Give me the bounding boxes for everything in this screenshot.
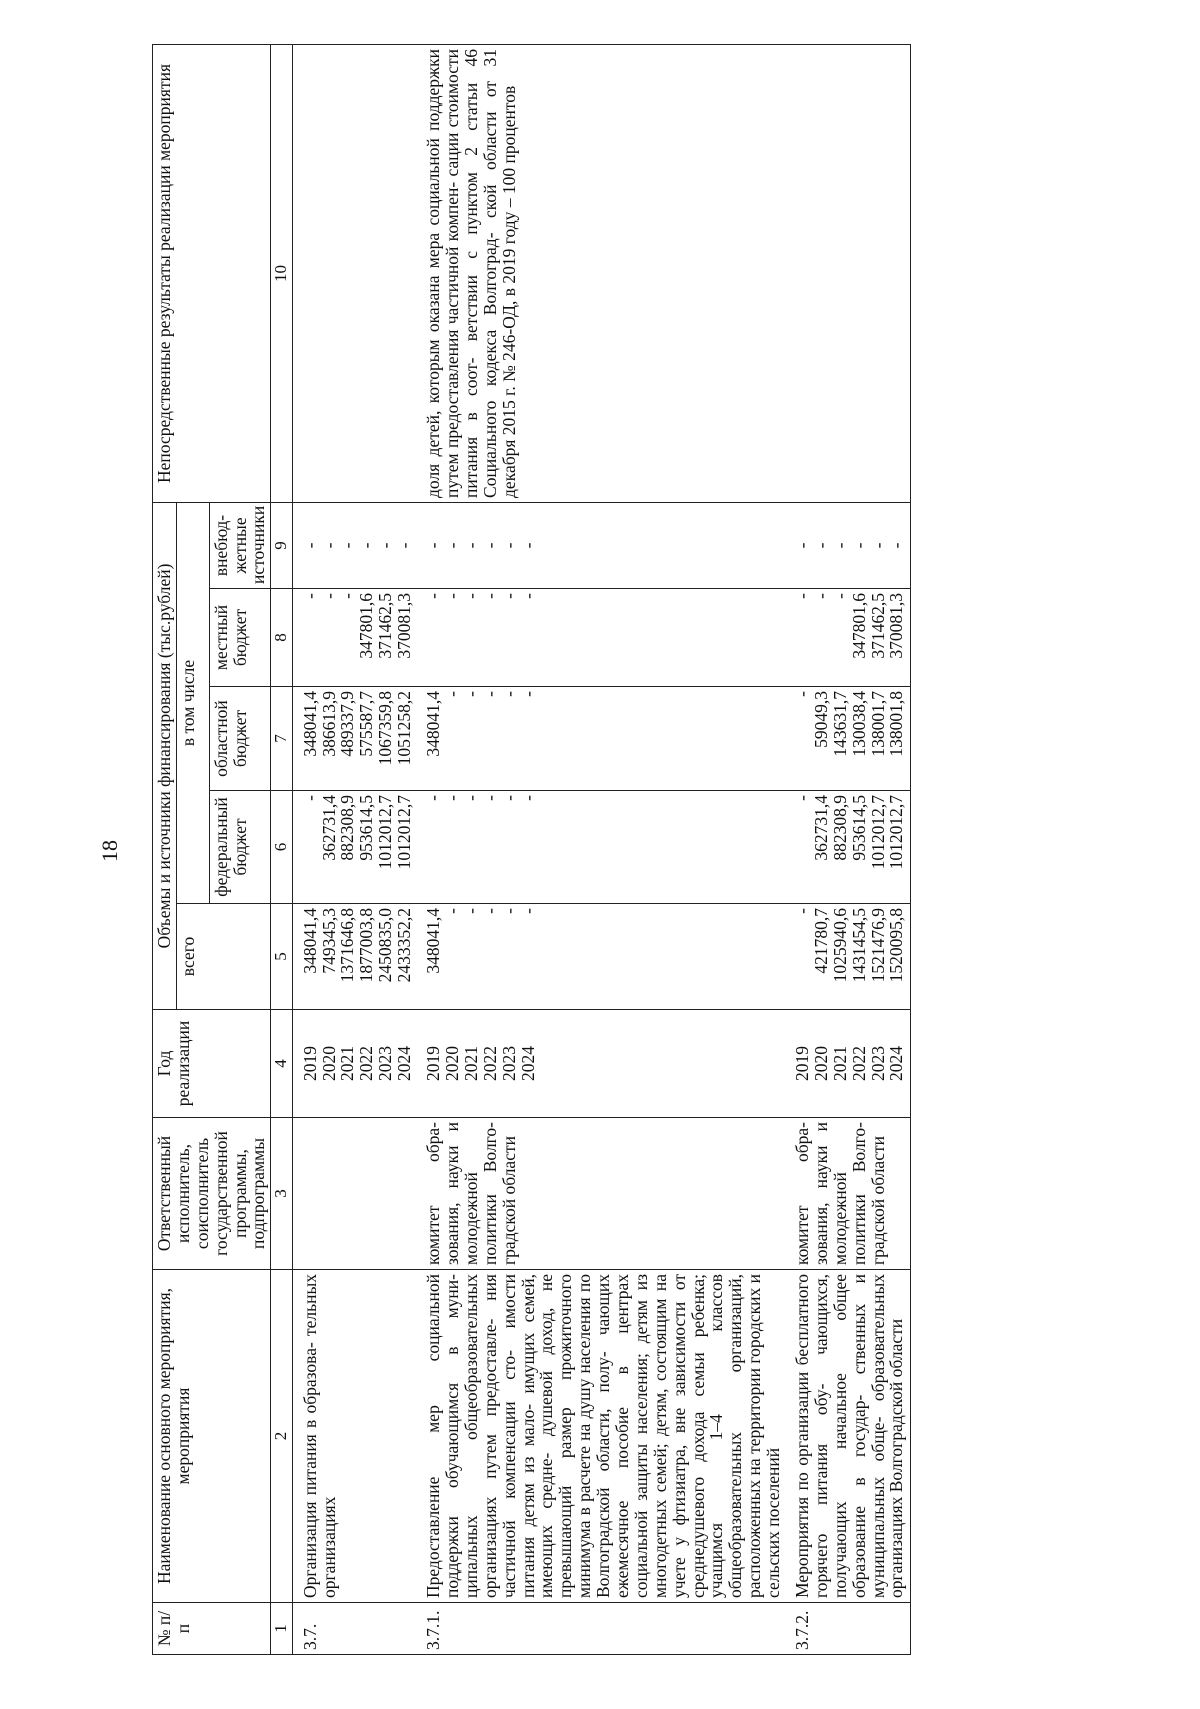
row-federal-value: 953614,5 — [356, 795, 377, 861]
row-years-value: 2023 — [867, 1046, 888, 1081]
row-years-value: 2019 — [299, 1046, 320, 1081]
row-extra-value: - — [848, 542, 869, 549]
row-regional-value: 59049,3 — [810, 691, 831, 748]
row-regional-value: 138001,8 — [886, 691, 907, 757]
row-local — [785, 589, 911, 687]
row-years-value: 2019 — [423, 1046, 444, 1081]
row-local-value: 347801,6 — [356, 593, 377, 659]
row-local-value: 371462,5 — [375, 593, 396, 659]
row-federal-value: - — [299, 795, 320, 801]
colnum: 8 — [271, 589, 292, 687]
row-years-value: 2024 — [394, 1046, 415, 1081]
row-federal-value: - — [423, 795, 444, 801]
row-extra-value: - — [886, 542, 907, 549]
row-local — [416, 589, 785, 687]
row-regional-value: - — [479, 691, 500, 697]
row-years-value: 2023 — [375, 1046, 396, 1081]
header-result: Непосредственные результаты реализации мероприятия — [153, 44, 271, 502]
row-extra-value: - — [829, 542, 850, 549]
header-federal: федеральный бюджет — [209, 791, 271, 904]
row-years-value: 2021 — [337, 1046, 358, 1081]
colnum: 9 — [271, 502, 292, 588]
colnum: 3 — [271, 1118, 292, 1270]
row-regional-value: - — [791, 691, 812, 697]
row-total-value: 2450835,0 — [375, 908, 396, 983]
header-volumes: Объемы и источники финансирования (тыс.рублей) — [153, 502, 177, 1009]
row-federal-value: 362731,4 — [810, 795, 831, 861]
row-total-value: 1520095,8 — [886, 908, 907, 983]
row-years — [292, 1010, 416, 1118]
row-total-value: - — [460, 908, 481, 914]
header-incl: в том числе — [176, 502, 209, 903]
row-extra-value: - — [460, 542, 481, 549]
row-extra — [292, 502, 416, 588]
row-local-value: 347801,6 — [848, 593, 869, 659]
row-federal-value: - — [479, 795, 500, 801]
colnum: 2 — [271, 1270, 292, 1603]
row-years-value: 2020 — [441, 1046, 462, 1081]
header-total: всего — [176, 904, 270, 1010]
colnum: 6 — [271, 791, 292, 904]
row-regional-value: 348041,4 — [423, 691, 444, 757]
row-total — [416, 904, 785, 1010]
row-extra-value: - — [318, 542, 339, 549]
row-local — [292, 589, 416, 687]
row-local-value: - — [441, 593, 462, 599]
row-total-value: 1431454,5 — [848, 908, 869, 983]
row-regional-value: 348041,4 — [299, 691, 320, 757]
landscape-page — [152, 45, 1032, 1655]
row-federal-value: 953614,5 — [848, 795, 869, 861]
row-federal-value: 1012012,7 — [886, 795, 907, 870]
row-federal-value: 882308,9 — [337, 795, 358, 861]
row-years — [785, 1010, 911, 1118]
header-extra: внебюд- жетные источники — [209, 502, 271, 588]
header-name: Наименование основного мероприятия, мероприятия — [153, 1270, 271, 1603]
row-local-value: 370081,3 — [394, 593, 415, 659]
row-extra-value: - — [479, 542, 500, 549]
colnum: 5 — [271, 904, 292, 1010]
row-extra-value: - — [791, 542, 812, 549]
row-years-value: 2022 — [356, 1046, 377, 1081]
row-years-value: 2024 — [886, 1046, 907, 1081]
row-federal — [416, 791, 785, 904]
colnum: 4 — [271, 1010, 292, 1118]
row-regional-value: - — [498, 691, 519, 697]
colnum: 7 — [271, 687, 292, 791]
row-regional — [785, 687, 911, 791]
row-local-value: - — [791, 593, 812, 599]
row-executor — [292, 1118, 416, 1270]
row-federal — [785, 791, 911, 904]
row-extra-value: - — [375, 542, 396, 549]
row-total-value: 1025940,6 — [829, 908, 850, 983]
row-regional-value: - — [460, 691, 481, 697]
row-extra-value: - — [517, 542, 538, 549]
program-table — [152, 44, 911, 1655]
row-federal-value: 1012012,7 — [867, 795, 888, 870]
row-extra-value: - — [498, 542, 519, 549]
row-regional-value: 143631,7 — [829, 691, 850, 757]
row-extra — [785, 502, 911, 588]
row-local-value: 371462,5 — [867, 593, 888, 659]
row-number: 3.7.1. — [416, 1603, 785, 1655]
row-total-value: 1521476,9 — [867, 908, 888, 983]
header-executor: Ответственный исполнитель, соисполнитель государственной программы, подпрограммы — [153, 1118, 271, 1270]
header-local: местный бюджет — [209, 589, 271, 687]
row-regional — [416, 687, 785, 791]
row-federal — [292, 791, 416, 904]
row-number: 3.7.2. — [785, 1603, 911, 1655]
row-total-value: - — [498, 908, 519, 914]
row-years-value: 2022 — [479, 1046, 500, 1081]
row-regional-value: 130038,4 — [848, 691, 869, 757]
row-years-value: 2024 — [517, 1046, 538, 1081]
row-total-value: - — [517, 908, 538, 914]
row-federal-value: 882308,9 — [829, 795, 850, 861]
row-regional — [292, 687, 416, 791]
row-federal-value: 1012012,7 — [394, 795, 415, 870]
row-years-value: 2023 — [498, 1046, 519, 1081]
row-extra-value: - — [337, 542, 358, 549]
row-total-value: 1877003,8 — [356, 908, 377, 983]
row-years-value: 2019 — [791, 1046, 812, 1081]
colnum: 10 — [271, 44, 292, 502]
row-local-value: - — [810, 593, 831, 599]
header-num: № п/п — [153, 1603, 271, 1655]
row-executor: комитет обра- зования, науки и молодежной политики Волго- градской области — [785, 1118, 911, 1270]
row-years-value: 2020 — [318, 1046, 339, 1081]
row-total-value: - — [479, 908, 500, 914]
row-local-value: - — [337, 593, 358, 599]
row-local-value: - — [829, 593, 850, 599]
row-local-value: - — [517, 593, 538, 599]
table-row — [292, 44, 416, 1654]
row-total — [785, 904, 911, 1010]
row-extra-value: - — [356, 542, 377, 549]
row-federal-value: - — [460, 795, 481, 801]
row-total-value: 1371646,8 — [337, 908, 358, 983]
row-result: доля детей, которым оказана мера социальной поддержки путем предоставления частичной компен- сации стоимости питания в соот- ветствии с пунктом 2 статьи 46 Социального кодекса Волгоград- ской области от 31 декабря 2015 г. № 246-ОД, в 2019 году – 100 процентов — [416, 44, 785, 502]
row-total-value: 348041,4 — [299, 908, 320, 974]
row-local-value: 370081,3 — [886, 593, 907, 659]
row-regional-value: 386613,9 — [318, 691, 339, 757]
row-federal-value: 362731,4 — [318, 795, 339, 861]
row-years-value: 2021 — [829, 1046, 850, 1081]
row-regional-value: - — [441, 691, 462, 697]
row-total — [292, 904, 416, 1010]
row-total-value: - — [441, 908, 462, 914]
row-result — [785, 44, 911, 502]
row-local-value: - — [498, 593, 519, 599]
row-total-value: - — [791, 908, 812, 914]
row-years-value: 2020 — [810, 1046, 831, 1081]
row-federal-value: - — [791, 795, 812, 801]
row-years-value: 2022 — [848, 1046, 869, 1081]
row-extra-value: - — [394, 542, 415, 549]
row-local-value: - — [479, 593, 500, 599]
row-extra-value: - — [423, 542, 444, 549]
table-row — [416, 44, 785, 1654]
row-total-value: 348041,4 — [423, 908, 444, 974]
row-total-value: 421780,7 — [810, 908, 831, 974]
header-year: Год реализации — [153, 1010, 271, 1118]
row-regional-value: 489337,9 — [337, 691, 358, 757]
row-local-value: - — [423, 593, 444, 599]
row-extra-value: - — [867, 542, 888, 549]
row-name: Мероприятия по организации бесплатного горячего питания обу- чающихся, получающих начальное общее образование в государ- ственных и муниципальных обще- образовательных организациях Волгоградской области — [785, 1270, 911, 1603]
row-executor: комитет обра- зования, науки и молодежной политики Волго- градской области — [416, 1118, 785, 1270]
header-regional: областной бюджет — [209, 687, 271, 791]
row-local-value: - — [318, 593, 339, 599]
row-extra-value: - — [810, 542, 831, 549]
row-regional-value: 575587,7 — [356, 691, 377, 757]
row-local-value: - — [299, 593, 320, 599]
row-number: 3.7. — [292, 1603, 416, 1655]
row-regional-value: 138001,7 — [867, 691, 888, 757]
row-regional-value: - — [517, 691, 538, 697]
row-regional-value: 1067359,8 — [375, 691, 396, 766]
row-name: Организация питания в образова- тельных организациях — [292, 1270, 416, 1603]
row-federal-value: - — [498, 795, 519, 801]
row-years — [416, 1010, 785, 1118]
row-regional-value: 1051258,2 — [394, 691, 415, 766]
page-number: 18 — [97, 840, 122, 862]
row-result — [292, 44, 416, 502]
row-total-value: 2433352,2 — [394, 908, 415, 983]
row-extra — [416, 502, 785, 588]
row-extra-value: - — [299, 542, 320, 549]
row-federal-value: - — [441, 795, 462, 801]
row-name: Предоставление мер социальной поддержки обучающимся в муни- ципальных общеобразовательных организациях путем предоставле- ния частичной компенсации сто- имости питания детям из мало- имущих семей, имеющих средне- душевой доход, не превышающий размер прожиточного минимума в расчете на душу населения по Волгоградской области, полу- чающих ежемесячное пособие в центрах социальной защиты населения; детям из многодетных семей; детям, состоящим на учете у фтизиатра, вне зависимости от среднедушевого дохода семьи ребенка; учащимся 1–4 классов общеобразовательных организаций, расположенных на территории городских и сельских поселений — [416, 1270, 785, 1603]
row-local-value: - — [460, 593, 481, 599]
row-federal-value: - — [517, 795, 538, 801]
row-federal-value: 1012012,7 — [375, 795, 396, 870]
row-years-value: 2021 — [460, 1046, 481, 1081]
row-extra-value: - — [441, 542, 462, 549]
colnum: 1 — [271, 1603, 292, 1655]
row-total-value: 749345,3 — [318, 908, 339, 974]
table-row — [785, 44, 911, 1654]
